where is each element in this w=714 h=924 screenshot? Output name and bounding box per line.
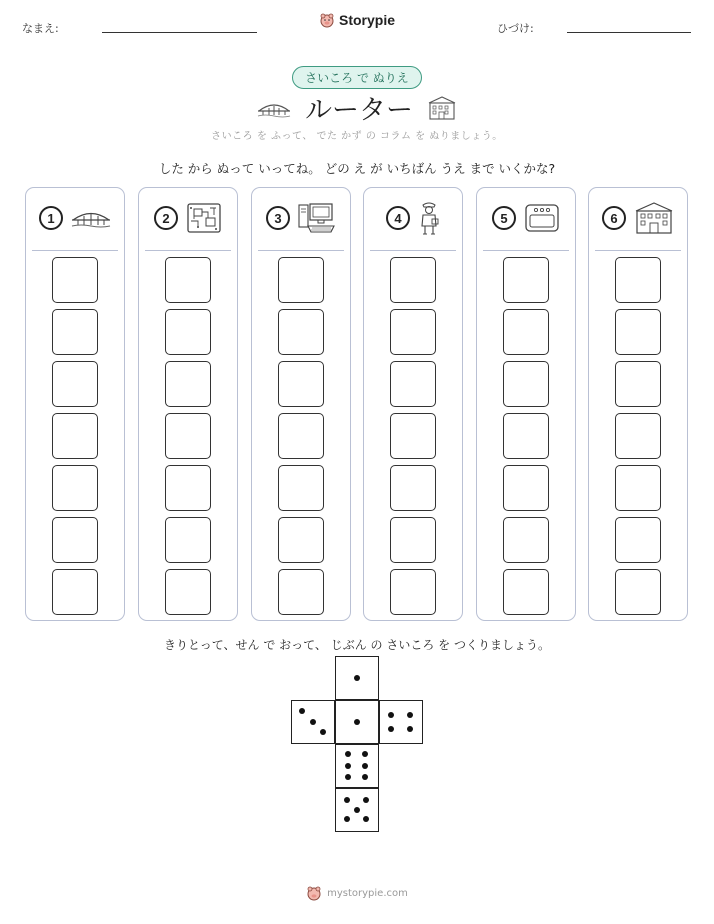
color-box[interactable] [503,465,549,511]
brand-name: Storypie [338,12,395,28]
color-box[interactable] [615,257,661,303]
color-box[interactable] [278,517,324,563]
column-divider [370,250,456,251]
circuit-board-icon [186,203,222,233]
dice-pip [388,712,394,718]
color-box[interactable] [615,361,661,407]
title-badge-text: さいころ で ぬりえ [292,66,422,89]
bridge-icon [71,205,111,231]
dice-face-3 [291,700,335,744]
column-1[interactable] [25,187,125,621]
computer-icon [298,202,336,234]
dice-pip [362,763,368,769]
postman-icon [418,200,440,236]
dice-pip [362,751,368,757]
subtitle: さいころ を ふって、 でた かず の コラム を ぬりましょう。 [211,131,503,142]
color-box[interactable] [52,517,98,563]
bridge-icon [257,97,291,119]
column-number: 3 [266,206,290,230]
column-number: 6 [602,206,626,230]
color-box[interactable] [165,465,211,511]
column-2[interactable] [138,187,238,621]
instruction: した から ぬって いってね。 どの え が いちばん うえ まで いくかな? [158,161,556,176]
dice-pip [344,816,350,822]
column-divider [595,250,681,251]
page-title: ルーター [305,95,413,126]
building-icon [634,201,674,235]
color-box[interactable] [503,361,549,407]
dice-face-5 [335,788,379,832]
color-box[interactable] [165,309,211,355]
dice-pip [344,797,350,803]
column-number: 4 [386,206,410,230]
column-number: 5 [492,206,516,230]
color-box[interactable] [278,413,324,459]
column-divider [483,250,569,251]
color-box[interactable] [390,361,436,407]
oven-icon [524,202,560,234]
color-box[interactable] [615,517,661,563]
color-box[interactable] [52,413,98,459]
dice-pip [388,726,394,732]
column-divider [258,250,344,251]
dice-pip [363,816,369,822]
column-divider [145,250,231,251]
title-row [0,88,714,127]
dice-pip [299,708,305,714]
color-box[interactable] [52,257,98,303]
column-6[interactable] [588,187,688,621]
dice-pip [354,675,360,681]
brand-logo [0,12,714,28]
dice-face-1 [335,656,379,700]
dice-pip [320,729,326,735]
color-box[interactable] [390,309,436,355]
date-label: ひづけ: [497,22,534,35]
pig-logo-icon [319,12,335,28]
dice-face-6 [335,744,379,788]
color-box[interactable] [278,465,324,511]
dice-pip [407,712,413,718]
color-box[interactable] [390,517,436,563]
pig-logo-icon [306,885,322,901]
column-4[interactable] [363,187,463,621]
date-line [567,32,691,33]
cut-instruction: きりとって、せん で おって、 じぶん の さいころ を つくりましょう。 [164,638,550,652]
color-box[interactable] [615,569,661,615]
color-box[interactable] [503,257,549,303]
color-box[interactable] [52,361,98,407]
dice-face-4 [379,700,423,744]
color-box[interactable] [52,309,98,355]
color-box[interactable] [165,569,211,615]
color-box[interactable] [615,413,661,459]
color-box[interactable] [52,465,98,511]
color-box[interactable] [390,413,436,459]
dice-pip [345,751,351,757]
column-divider [32,250,118,251]
color-box[interactable] [165,413,211,459]
color-box[interactable] [503,413,549,459]
title-badge [0,66,714,89]
name-line [102,32,257,33]
color-box[interactable] [278,257,324,303]
color-box[interactable] [503,569,549,615]
footer-url: mystorypie.com [327,887,408,899]
dice-pip [345,763,351,769]
color-box[interactable] [278,569,324,615]
color-box[interactable] [390,465,436,511]
color-box[interactable] [615,309,661,355]
color-box[interactable] [278,309,324,355]
column-number: 1 [39,206,63,230]
column-3[interactable] [251,187,351,621]
name-label: なまえ: [22,22,59,35]
color-box[interactable] [52,569,98,615]
dice-pip [310,719,316,725]
column-number: 2 [154,206,178,230]
color-box[interactable] [615,465,661,511]
color-box[interactable] [165,257,211,303]
building-icon [427,95,457,121]
footer [0,885,714,901]
dice-pip [362,774,368,780]
dice-pip [407,726,413,732]
dice-pip [354,807,360,813]
dice-pip [345,774,351,780]
dice-pip [363,797,369,803]
color-box[interactable] [165,517,211,563]
dice-face-1 [335,700,379,744]
color-box[interactable] [390,569,436,615]
column-5[interactable] [476,187,576,621]
dice-pip [354,719,360,725]
color-box[interactable] [165,361,211,407]
color-box[interactable] [503,517,549,563]
color-box[interactable] [278,361,324,407]
color-box[interactable] [503,309,549,355]
color-box[interactable] [390,257,436,303]
